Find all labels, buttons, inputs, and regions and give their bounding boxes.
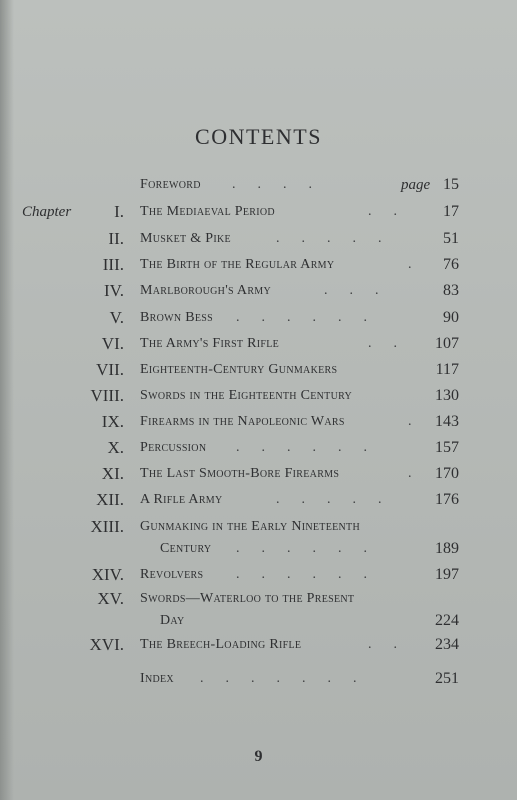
entry-title-continued: Day (160, 613, 185, 628)
toc-entry-chapter-3 (0, 256, 517, 274)
toc-entry-chapter-16 (0, 636, 517, 654)
entry-title: The Birth of the Regular Army (140, 257, 335, 272)
entry-title: Gunmaking in the Early Nineteenth (140, 519, 360, 534)
page-number: 17 (443, 203, 459, 220)
toc-entry-foreword (0, 176, 517, 194)
leader-dots: . (408, 466, 434, 481)
toc-entry-chapter-11 (0, 465, 517, 483)
entry-title: Brown Bess (140, 310, 213, 325)
entry-title: A Rifle Army (140, 492, 223, 507)
chapter-number: XI. (101, 464, 124, 483)
chapter-number: VII. (96, 360, 124, 379)
page-number: 83 (443, 282, 459, 299)
leader-dots: ...... (236, 310, 389, 325)
toc-entry-chapter-13 (0, 518, 517, 562)
chapter-number: VIII. (90, 386, 124, 405)
chapter-number: II. (108, 229, 124, 248)
entry-title: The Army's First Rifle (140, 336, 280, 351)
entry-title: Foreword (140, 177, 201, 192)
page-number: 90 (443, 309, 459, 326)
toc-entry-chapter-7 (0, 361, 517, 379)
leader-dots: .. (368, 637, 419, 652)
chapter-number: III. (102, 255, 124, 274)
toc-entry-index (0, 670, 517, 688)
entry-title: Eighteenth-Century Gunmakers (140, 362, 338, 377)
toc-entry-chapter-5 (0, 309, 517, 327)
toc-entry-chapter-10 (0, 439, 517, 457)
toc-entry-chapter-1 (0, 203, 517, 221)
page-number: 157 (435, 439, 459, 456)
toc-entry-chapter-9 (0, 413, 517, 431)
chapter-number: VI. (101, 334, 124, 353)
leader-dots: ... (324, 283, 401, 298)
page-number: 117 (435, 361, 459, 378)
entry-title: Firearms in the Napoleonic Wars (140, 414, 345, 429)
chapter-number: IV. (104, 281, 124, 300)
toc-entry-chapter-12 (0, 491, 517, 509)
page-folio-number: 9 (254, 748, 263, 765)
entry-title: Percussion (140, 440, 207, 455)
page-number: 76 (443, 256, 459, 273)
toc-entry-chapter-2 (0, 230, 517, 248)
entry-title: Swords—Waterloo to the Present (140, 591, 355, 606)
leader-dots: ..... (276, 492, 404, 507)
toc-entry-chapter-8 (0, 387, 517, 405)
chapter-number: XVI. (89, 635, 124, 654)
chapter-number: XIII. (90, 517, 124, 536)
page-number: 51 (443, 230, 459, 247)
entry-title: The Last Smooth-Bore Firearms (140, 466, 340, 481)
entry-title: Marlborough's Army (140, 283, 272, 298)
chapter-number: IX. (101, 412, 124, 431)
leader-dots: .. (368, 204, 419, 219)
leader-dots: . (408, 257, 434, 272)
leader-dots: ...... (236, 440, 389, 455)
page-number: 251 (435, 670, 459, 687)
chapter-number: XIV. (91, 565, 124, 584)
toc-entry-chapter-15 (0, 590, 517, 634)
chapter-number: I. (114, 202, 124, 221)
page-number: 176 (435, 491, 459, 508)
page-number: 197 (435, 566, 459, 583)
chapter-number: XII. (96, 490, 124, 509)
entry-title: The Breech-Loading Rifle (140, 637, 302, 652)
chapter-number: X. (107, 438, 124, 457)
entry-title-continued: Century (160, 541, 212, 556)
page-number: 234 (435, 636, 459, 653)
page-number: 189 (435, 540, 459, 557)
leader-dots: .. (368, 336, 419, 351)
page-number: 224 (435, 612, 459, 629)
chapter-label: Chapter (22, 204, 72, 220)
leader-dots: ..... (276, 231, 404, 246)
toc-entry-chapter-4 (0, 282, 517, 300)
page-number: 15 (443, 176, 459, 193)
leader-dots: . (408, 414, 434, 429)
page-number: 143 (435, 413, 459, 430)
page-label: page (401, 177, 431, 193)
leader-dots: ...... (236, 567, 389, 582)
leader-dots: ....... (200, 671, 379, 686)
contents-heading: CONTENTS (195, 124, 322, 149)
entry-title: The Mediaeval Period (140, 204, 275, 219)
entry-title: Swords in the Eighteenth Century (140, 388, 353, 403)
toc-entry-chapter-6 (0, 335, 517, 353)
leader-dots: .... (232, 177, 334, 192)
chapter-number: XV. (97, 589, 124, 608)
page-number: 107 (435, 335, 459, 352)
chapter-number: V. (109, 308, 124, 327)
leader-dots: ...... (236, 541, 389, 556)
toc-entry-chapter-14 (0, 566, 517, 584)
page-number: 130 (435, 387, 459, 404)
entry-title: Index (140, 671, 174, 686)
page-number: 170 (435, 465, 459, 482)
entry-title: Revolvers (140, 567, 204, 582)
entry-title: Musket & Pike (140, 231, 231, 246)
